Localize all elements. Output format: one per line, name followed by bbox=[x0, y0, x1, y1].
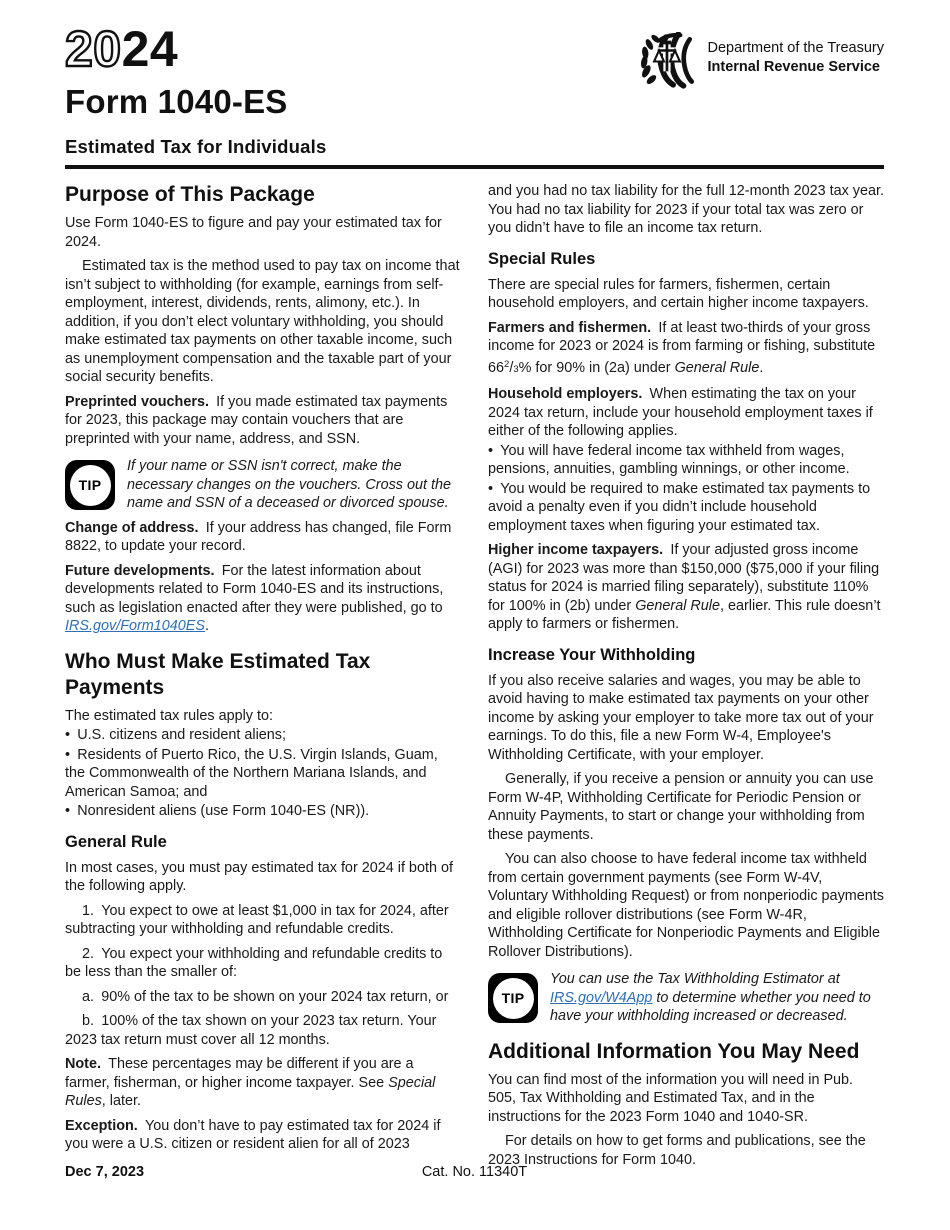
revision-date: Dec 7, 2023 bbox=[65, 1164, 145, 1180]
section-heading: General Rule bbox=[65, 832, 167, 851]
text-run: General Rule bbox=[635, 597, 720, 614]
form-subtitle: Estimated Tax for Individuals bbox=[65, 136, 327, 157]
two-column-body bbox=[65, 182, 884, 1169]
paragraph bbox=[488, 770, 884, 844]
paragraph bbox=[65, 214, 461, 251]
text-run: . bbox=[204, 618, 209, 634]
text-run: Use Form 1040-ES to figure and pay your estimated tax for 2024. bbox=[65, 215, 442, 250]
agency-block bbox=[637, 32, 885, 90]
section-heading: Additional Information You May Need bbox=[488, 1039, 860, 1063]
paragraph bbox=[65, 1012, 461, 1049]
paragraph bbox=[65, 902, 461, 939]
text-run: , earlier. This rule doesn’t apply to farmers or fishermen. bbox=[488, 597, 881, 632]
tip-text bbox=[127, 458, 451, 511]
text-run: Estimated tax is the method used to pay tax on income that isn’t subject to withholding (for example, earnings from self-employment, interest, dividends, rents, alimony, etc.). In addition, if you don’t elect voluntary withholding, you should make estimated tax payments on other taxable income, such as unemployment compensation and the taxable part of your social security benefits. bbox=[65, 258, 460, 385]
paragraph bbox=[65, 1117, 461, 1154]
bullet-icon: • bbox=[65, 746, 78, 763]
irs-eagle-logo bbox=[637, 32, 699, 90]
text-run: If at least two-thirds of your gross income for 2023 or 2024 is from farming or fishing, substitute 66 bbox=[488, 319, 876, 376]
paragraph bbox=[488, 541, 884, 634]
text-run: If you made estimated tax payments for 2023, this package may contain vouchers that are preprinted with your name, address, and SSN. bbox=[65, 393, 448, 447]
text-run: Higher income taxpayers. bbox=[488, 542, 664, 558]
text-run: General Rule bbox=[674, 359, 760, 376]
paragraph bbox=[488, 385, 884, 441]
text-run: to determine whether you need to have your withholding increased or decreased. bbox=[550, 989, 871, 1024]
text-run: When estimating the tax on your 2024 tax return, include your household employment taxes if either of the following applies. bbox=[488, 386, 873, 439]
section-heading: Increase Your Withholding bbox=[488, 645, 696, 664]
text-run: There are special rules for farmers, fishermen, certain household employers, and certain higher income taxpayers. bbox=[488, 276, 869, 311]
text-run: You can also choose to have federal income tax withheld from certain government payments (see Form W-4V, Voluntary Withholding Request) or from nonperiodic payments and eligible rollover distributions (see Form W-4R, Withholding Certificate for Nonperiodic Payments and Eligible Rollover Distributions). bbox=[488, 851, 884, 960]
text-run: b. 100% of the tax shown on your 2023 tax return. Your 2023 tax return must cover all 12 months. bbox=[65, 1013, 437, 1048]
text-run: Farmers and fishermen. bbox=[488, 319, 652, 336]
text-run: The estimated tax rules apply to: bbox=[65, 707, 273, 724]
text-run: Future developments. bbox=[65, 562, 215, 579]
text-run: U.S. citizens and resident aliens; bbox=[77, 727, 287, 743]
text-run: These percentages may be different if you are a farmer, fisherman, or higher income taxpayer. See bbox=[65, 1056, 414, 1091]
tip-icon bbox=[488, 973, 538, 1023]
tip-text bbox=[550, 971, 871, 1024]
form-year bbox=[65, 21, 288, 77]
text-run: You can use the Tax Withholding Estimator at bbox=[550, 971, 840, 987]
paragraph bbox=[488, 672, 884, 765]
section-heading: Special Rules bbox=[488, 249, 596, 268]
paragraph bbox=[488, 182, 884, 238]
right-column bbox=[488, 182, 884, 1169]
paragraph bbox=[488, 1071, 884, 1127]
tip-note bbox=[488, 970, 884, 1026]
inline-link[interactable]: IRS.gov/W4App bbox=[550, 989, 653, 1006]
tip-icon bbox=[65, 460, 115, 510]
bullet-icon: • bbox=[65, 727, 78, 743]
text-run: You can find most of the information you will need in Pub. 505, Tax Withholding and Estimated Tax, and in the instructions for the 2023 Form 1040 and 1040-SR. bbox=[488, 1071, 854, 1125]
tip-icon-label: TIP bbox=[501, 989, 525, 1006]
paragraph bbox=[488, 276, 884, 313]
text-run: % for 90% in (2a) under bbox=[518, 359, 675, 376]
text-run: For the latest information about developments related to Form 1040-ES and its instructions, such as legislation enacted after they were published, go to bbox=[65, 562, 444, 616]
text-run: For details on how to get forms and publications, see the 2023 Instructions for Form 1040. bbox=[488, 1133, 866, 1168]
inline-link[interactable]: IRS.gov/Form1040ES bbox=[65, 618, 205, 634]
text-run: 2. You expect your withholding and refundable credits to be less than the smaller of: bbox=[65, 945, 443, 980]
divider-rule bbox=[65, 165, 884, 169]
paragraph bbox=[65, 257, 461, 387]
text-run: In most cases, you must pay estimated tax for 2024 if both of the following apply. bbox=[65, 859, 453, 894]
text-run: If your adjusted gross income (AGI) for 2023 was more than $150,000 ($75,000 if your filing status for 2024 is married filing separately), substitute 110% for 100% in (2b) under bbox=[488, 542, 880, 614]
text-run: Generally, if you receive a pension or annuity you can use Form W-4P, Withholding Certificate for Periodic Pension or Annuity Payments, to start or change your withholding from these payments. bbox=[488, 771, 874, 843]
left-column bbox=[65, 182, 461, 1169]
agency-text bbox=[708, 32, 885, 90]
irs-line: Internal Revenue Service bbox=[707, 59, 880, 75]
bullet-item bbox=[488, 480, 884, 536]
paragraph bbox=[488, 319, 884, 380]
tip-icon-label: TIP bbox=[78, 476, 102, 493]
text-run: Nonresident aliens (use Form 1040-ES (NR)). bbox=[77, 803, 370, 819]
paragraph bbox=[65, 945, 461, 982]
treasury-line: Department of the Treasury bbox=[707, 40, 884, 56]
paragraph bbox=[488, 850, 884, 961]
text-run: 3 bbox=[513, 363, 519, 375]
text-run: Household employers. bbox=[488, 386, 643, 402]
paragraph bbox=[65, 988, 461, 1007]
text-run: You will have federal income tax withheld from wages, pensions, annuities, gambling winnings, or other income. bbox=[488, 442, 850, 477]
page-footer bbox=[65, 1164, 884, 1180]
text-run: If your name or SSN isn't correct, make the necessary changes on the vouchers. Cross out the name and SSN of a deceased or divorced spouse. bbox=[127, 458, 451, 511]
text-run: , later. bbox=[101, 1093, 141, 1109]
paragraph bbox=[65, 562, 461, 636]
section-heading: Purpose of This Package bbox=[65, 183, 315, 206]
text-run: 1. You expect to owe at least $1,000 in tax for 2024, after subtracting your withholding and refundable credits. bbox=[65, 902, 449, 937]
text-run: If you also receive salaries and wages, you may be able to avoid having to make estimated tax payments on your other income by asking your employer to take more tax out of your earnings. To do this, file a new Form W-4, Employee's Withholding Certificate, with your employer. bbox=[488, 672, 874, 763]
bullet-item bbox=[65, 726, 461, 745]
text-run: If your address has changed, file Form 8822, to update your record. bbox=[65, 519, 452, 554]
paragraph bbox=[65, 859, 461, 896]
text-run: / bbox=[509, 359, 514, 376]
text-run: 2 bbox=[504, 358, 510, 370]
text-run: Exception. bbox=[65, 1117, 138, 1134]
text-run: Residents of Puerto Rico, the U.S. Virgin Islands, Guam, the Commonwealth of the Northern Mariana Islands, and American Samoa; and bbox=[65, 746, 438, 800]
text-run: and you had no tax liability for the full 12-month 2023 tax year. You had no tax liability for 2023 if your total tax was zero or you didn’t have to file an income tax return. bbox=[488, 183, 884, 236]
text-run: a. 90% of the tax to be shown on your 2024 tax return, or bbox=[82, 988, 449, 1005]
text-run: Preprinted vouchers. bbox=[65, 393, 209, 410]
year-outline-digits: 20 bbox=[65, 21, 122, 77]
paragraph bbox=[65, 1055, 461, 1111]
text-run: Change of address. bbox=[65, 519, 199, 536]
catalog-number: Cat. No. 11340T bbox=[421, 1164, 528, 1180]
paragraph bbox=[65, 393, 461, 449]
year-bold-digits: 24 bbox=[121, 21, 179, 77]
paragraph bbox=[65, 519, 461, 556]
masthead bbox=[65, 21, 884, 121]
text-run: You don’t have to pay estimated tax for 2024 if you were a U.S. citizen or resident alien for all of 2023 bbox=[65, 1117, 441, 1152]
text-run: Special Rules bbox=[65, 1074, 436, 1109]
bullet-icon: • bbox=[488, 442, 501, 459]
bullet-item bbox=[65, 746, 461, 802]
text-run: . bbox=[759, 359, 764, 376]
bullet-icon: • bbox=[65, 803, 78, 819]
bullet-item bbox=[65, 802, 461, 821]
form-number-title: Form 1040-ES bbox=[65, 83, 288, 120]
tip-note bbox=[65, 457, 461, 513]
bullet-item bbox=[488, 442, 884, 479]
paragraph bbox=[65, 707, 461, 726]
text-run: You would be required to make estimated tax payments to avoid a penalty even if you didn’t include household employment taxes when figuring your estimated tax. bbox=[488, 480, 871, 534]
masthead-left bbox=[65, 21, 288, 121]
text-run: Note. bbox=[65, 1056, 101, 1072]
section-heading: Who Must Make Estimated Tax Payments bbox=[65, 649, 371, 699]
bullet-icon: • bbox=[488, 480, 501, 497]
